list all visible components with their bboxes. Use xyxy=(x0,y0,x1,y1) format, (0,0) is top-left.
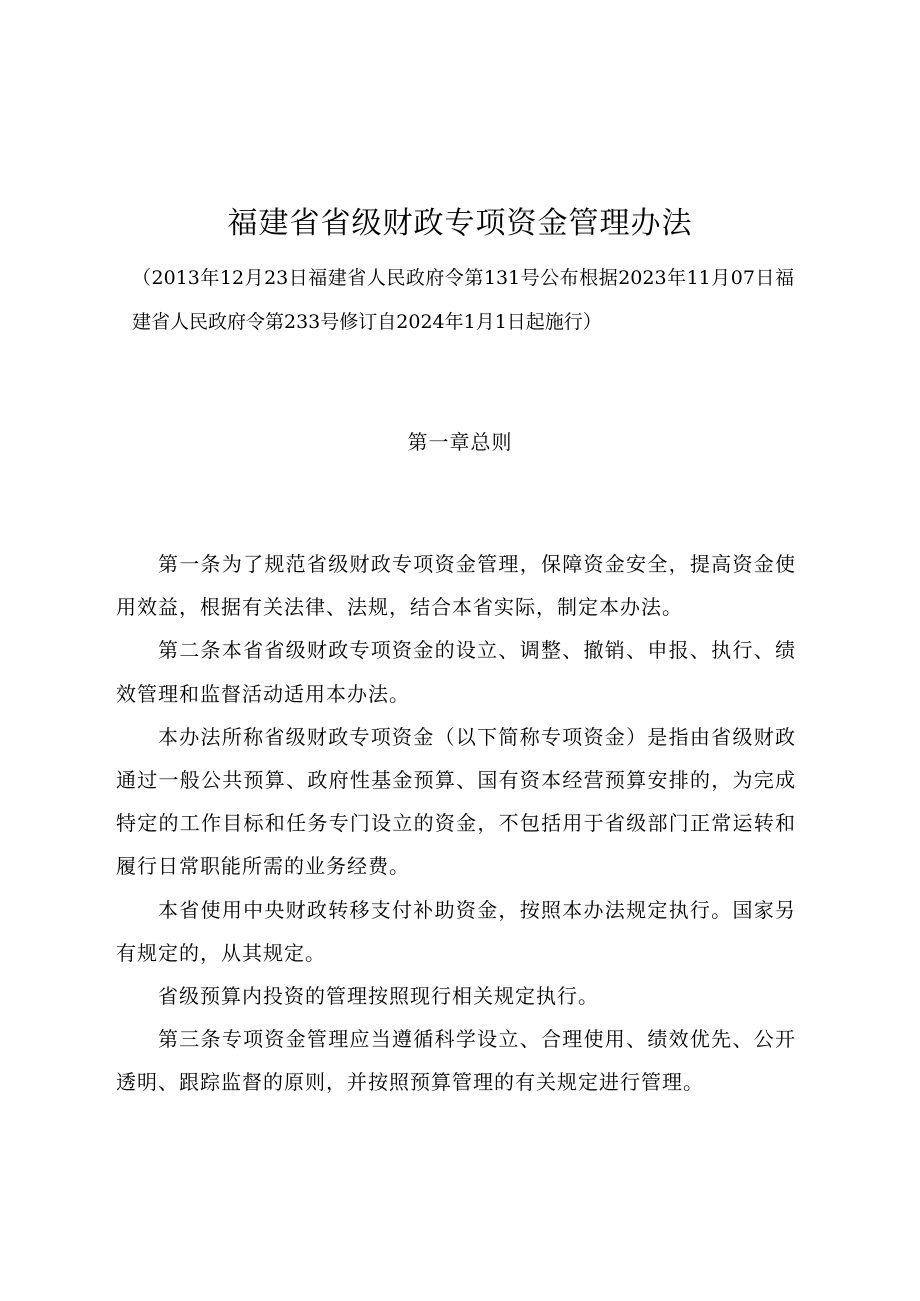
document-body xyxy=(116,543,796,1105)
publication-note: （2013年12月23日福建省人民政府令第131号公布根据2023年11月07日福建省人民政府令第233号修订自2024年1月1日起施行） xyxy=(132,267,794,333)
chapter-heading: 第一章总则 xyxy=(407,430,513,454)
paragraph-central-transfer: 本省使用中央财政转移支付补助资金，按照本办法规定执行。国家另有规定的，从其规定。 xyxy=(116,897,796,965)
paragraph-article-3: 第三条专项资金管理应当遵循科学设立、合理使用、绩效优先、公开透明、跟踪监督的原则，并按照预算管理的有关规定进行管理。 xyxy=(116,1027,796,1095)
paragraph-article-1: 第一条为了规范省级财政专项资金管理，保障资金安全，提高资金使用效益，根据有关法律、法规，结合本省实际，制定本办法。 xyxy=(116,552,796,620)
paragraph-article-2: 第二条本省省级财政专项资金的设立、调整、撤销、申报、执行、绩效管理和监督活动适用本办法。 xyxy=(116,638,796,706)
document-title: 福建省省级财政专项资金管理办法 xyxy=(227,206,693,241)
paragraph-investment: 省级预算内投资的管理按照现行相关规定执行。 xyxy=(158,984,599,1009)
paragraph-definition: 本办法所称省级财政专项资金（以下简称专项资金）是指由省级财政通过一般公共预算、政府性基金预算、国有资本经营预算安排的，为完成特定的工作目标和任务专门设立的资金，不包括用于省级部门正常运转和履行日常职能所需的业务经费。 xyxy=(116,724,796,879)
